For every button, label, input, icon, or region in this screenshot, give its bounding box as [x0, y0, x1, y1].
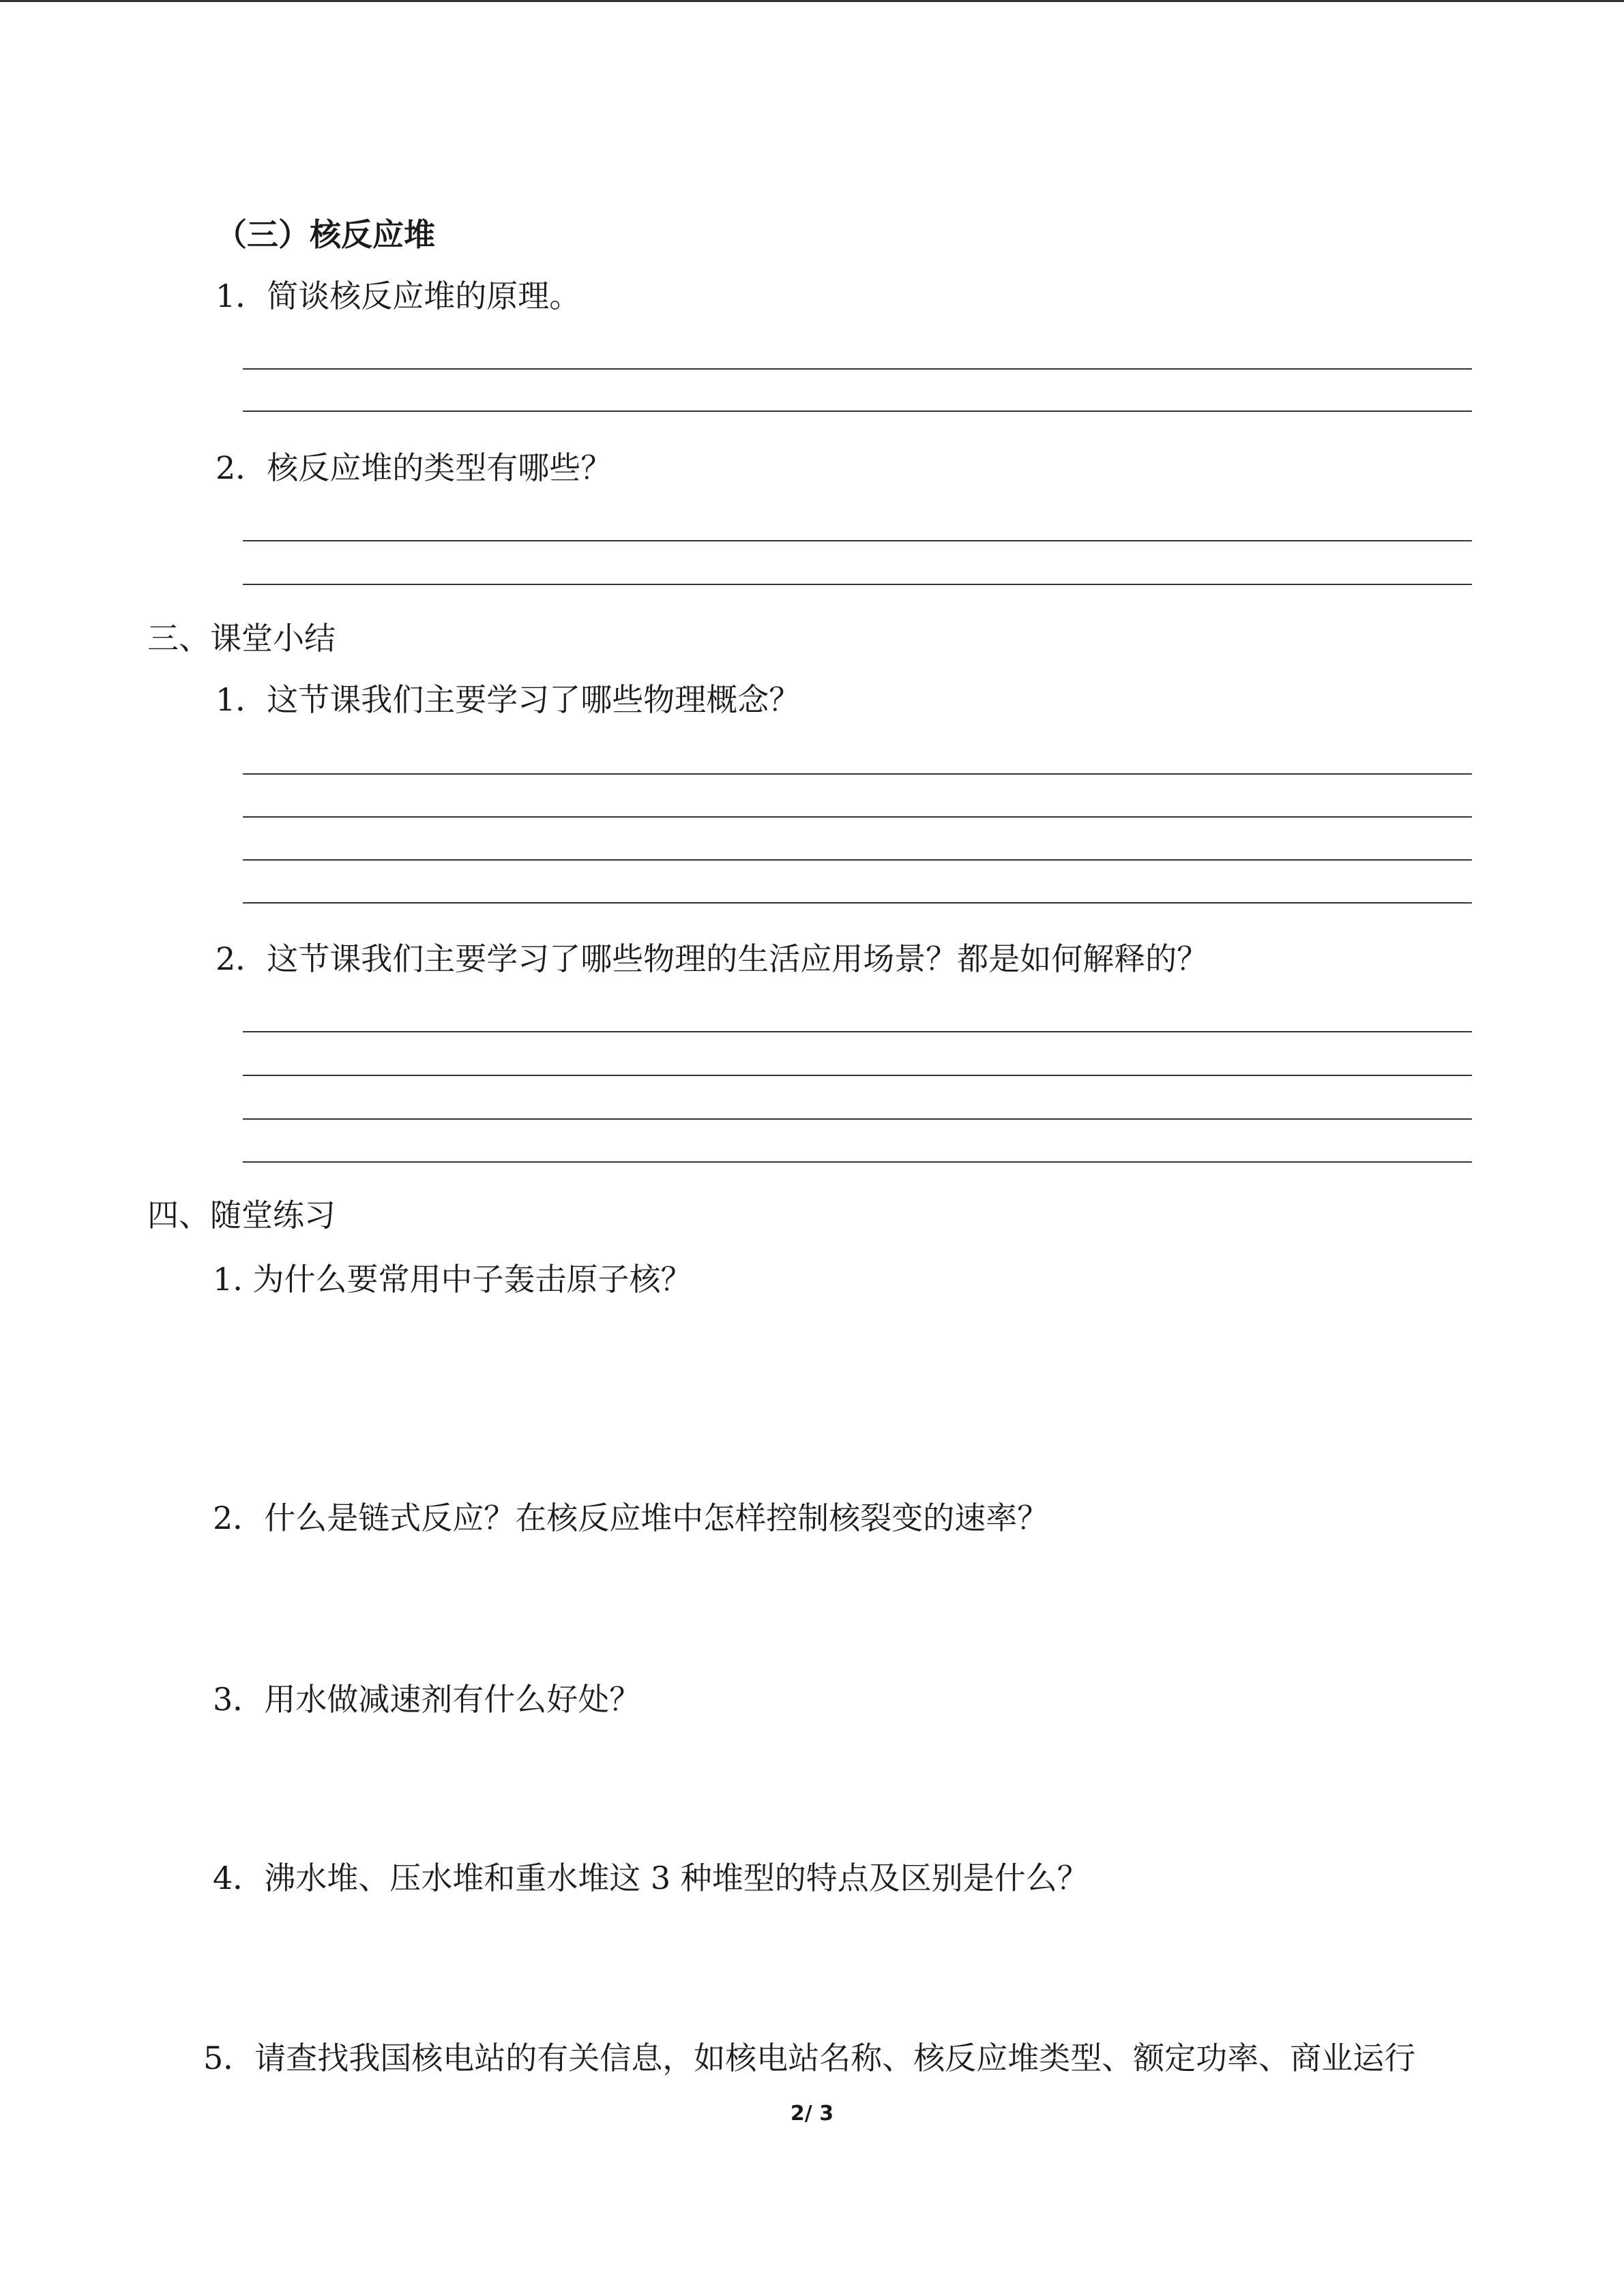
section-heading-practice: 四、随堂练习	[147, 1197, 336, 1234]
question-reactor-types: 2．核反应堆的类型有哪些？	[216, 449, 612, 486]
question-summary-applications: 2．这节课我们主要学习了哪些物理的生活应用场景？都是如何解释的？	[216, 940, 1209, 977]
answer-line[interactable]	[243, 902, 1472, 904]
answer-line[interactable]	[243, 584, 1472, 585]
answer-line[interactable]	[243, 859, 1472, 861]
question-practice-5: 5．请查找我国核电站的有关信息，如核电站名称、核反应堆类型、额定功率、商业运行	[203, 2040, 1416, 2076]
page-number: 2/ 3	[790, 2102, 834, 2126]
answer-line[interactable]	[243, 1075, 1472, 1076]
section-heading-summary: 三、课堂小结	[147, 620, 336, 657]
question-practice-1: 1. 为什么要常用中子轰击原子核？	[213, 1261, 692, 1298]
answer-line[interactable]	[243, 1118, 1472, 1120]
question-summary-concepts: 1．这节课我们主要学习了哪些物理概念？	[216, 681, 801, 718]
answer-line[interactable]	[243, 411, 1472, 412]
page-top-border	[0, 0, 1624, 2]
answer-line[interactable]	[243, 368, 1472, 370]
answer-line[interactable]	[243, 540, 1472, 541]
question-practice-3: 3．用水做减速剂有什么好处？	[213, 1681, 641, 1718]
question-practice-2: 2．什么是链式反应？在核反应堆中怎样控制核裂变的速率？	[213, 1500, 1049, 1536]
section-heading-reactor: （三）核反应堆	[216, 216, 435, 253]
answer-line[interactable]	[243, 773, 1472, 775]
question-practice-4: 4．沸水堆、压水堆和重水堆这 3 种堆型的特点及区别是什么？	[213, 1860, 1089, 1896]
answer-line[interactable]	[243, 816, 1472, 818]
answer-line[interactable]	[243, 1161, 1472, 1163]
answer-line[interactable]	[243, 1031, 1472, 1032]
question-reactor-principle: 1．简谈核反应堆的原理。	[216, 278, 581, 314]
